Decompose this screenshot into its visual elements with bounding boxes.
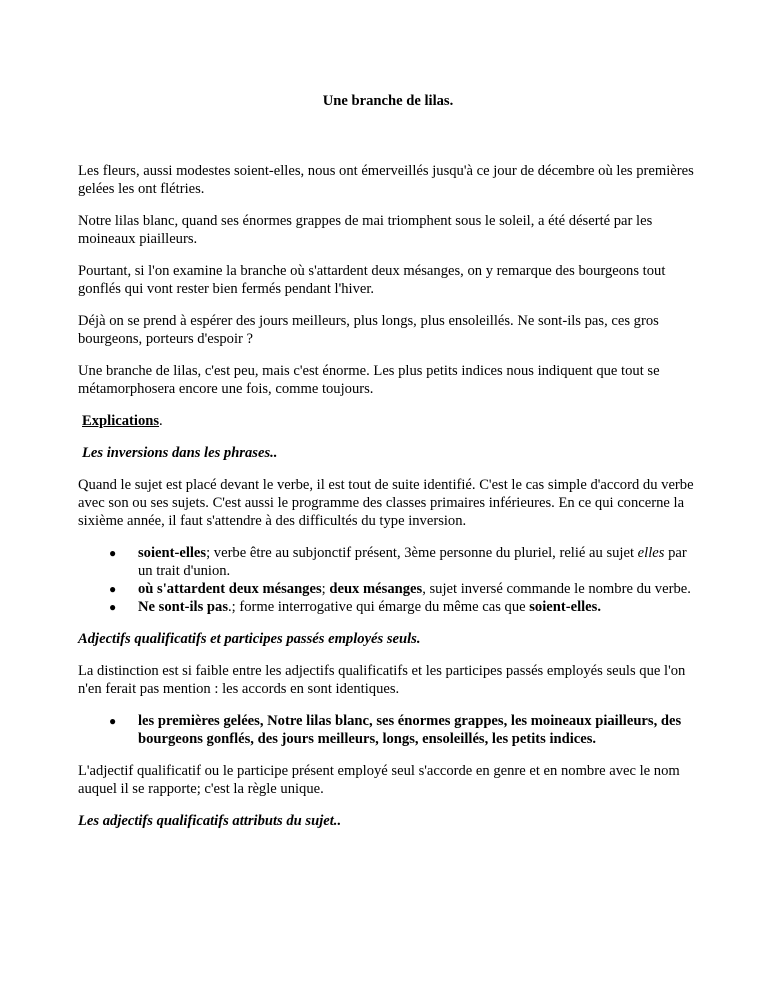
adjectifs-intro: La distinction est si faible entre les adjectifs qualificatifs et les participes passés employés seuls que l'on n'en ferait pas mention : les accords en sont identiques.	[78, 663, 686, 697]
paragraph-4: Déjà on se prend à espérer des jours meilleurs, plus longs, plus ensoleillés. Ne sont-ils pas, ces gros bourgeons, porteurs d'espoir ?	[78, 313, 659, 347]
paragraph-1: Les fleurs, aussi modestes soient-elles, nous ont émerveillés jusqu'à ce jour de décembre où les premières gelées les ont flétries.	[78, 163, 694, 197]
item-bold-2: soient-elles.	[529, 599, 601, 615]
document-page	[78, 92, 698, 844]
bullet-icon: ●	[109, 600, 117, 614]
paragraph-2: Notre lilas blanc, quand ses énormes grappes de mai triomphent sous le soleil, a été déserté par les moineaux piailleurs.	[78, 213, 653, 247]
item-text: ; verbe être au subjonctif présent, 3ème personne du pluriel, relié au sujet	[206, 545, 638, 561]
list-item	[109, 580, 698, 598]
list-item	[109, 712, 698, 748]
adjectifs-heading: Adjectifs qualificatifs et participes passés employés seuls.	[78, 631, 421, 647]
bullet-icon: ●	[109, 546, 117, 560]
document-title: Une branche de lilas.	[322, 93, 454, 109]
item-text: .; forme interrogative qui émarge du même cas que	[228, 599, 530, 615]
bullet-icon: ●	[109, 582, 117, 596]
item-text: , sujet inversé commande le nombre du verbe.	[422, 581, 691, 597]
inversions-heading: Les inversions dans les phrases..	[82, 445, 278, 461]
item-text-end: par un trait d'union.	[138, 545, 687, 579]
explications-heading	[78, 412, 698, 430]
item-italic: elles	[637, 545, 665, 561]
item-bold: Ne sont-ils pas	[138, 599, 229, 615]
attributs-heading: Les adjectifs qualificatifs attributs du sujet..	[78, 813, 342, 829]
bullet-icon: ●	[109, 714, 117, 728]
list-item	[109, 598, 698, 616]
adjectifs-rule: L'adjectif qualificatif ou le participe présent employé seul s'accorde en genre et en nombre avec le nom auquel il se rapporte; c'est la règle unique.	[78, 763, 680, 797]
explications-label: Explications	[82, 413, 160, 429]
item-bold-2: deux mésanges	[329, 581, 423, 597]
paragraph-5: Une branche de lilas, c'est peu, mais c'est énorme. Les plus petits indices nous indiquent que tout se métamorphosera encore une fois, comme toujours.	[78, 363, 660, 397]
adjectifs-list	[78, 712, 698, 748]
item-bold: où s'attardent deux mésanges	[138, 581, 322, 597]
inversions-list	[78, 544, 698, 616]
explications-suffix: .	[159, 413, 163, 429]
item-bold: soient-elles	[138, 545, 207, 561]
item-separator: ;	[321, 581, 330, 597]
paragraph-3: Pourtant, si l'on examine la branche où s'attardent deux mésanges, on y remarque des bourgeons tout gonflés qui vont rester bien fermés pendant l'hiver.	[78, 263, 666, 297]
list-item	[109, 544, 698, 580]
inversions-intro: Quand le sujet est placé devant le verbe, il est tout de suite identifié. C'est le cas simple d'accord du verbe avec son ou ses sujets. C'est aussi le programme des classes primaires inférieures. En ce qui concerne la sixième année, il faut s'attendre à des difficultés du type inversion.	[78, 477, 694, 529]
item-bold: les premières gelées, Notre lilas blanc, ses énormes grappes, les moineaux piailleurs, des bourgeons gonflés, des jours meilleurs, longs, ensoleillés, les petits indices.	[138, 713, 682, 747]
